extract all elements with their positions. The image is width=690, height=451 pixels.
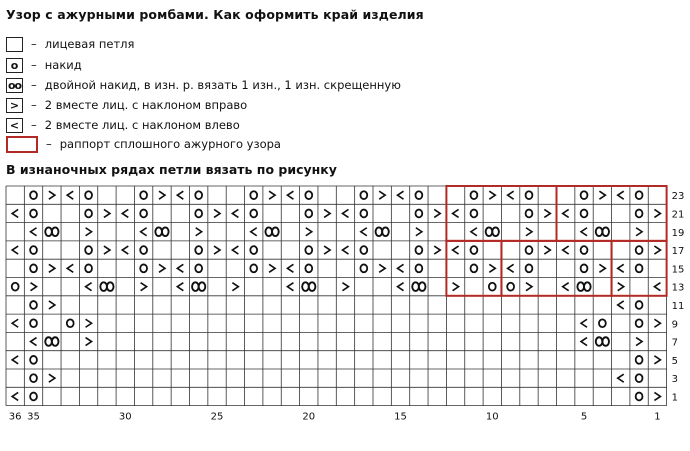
double-yarn-over-symbol <box>52 227 59 236</box>
legend-text: раппорт сплошного ажурного узора <box>59 137 281 151</box>
decrease-right-symbol <box>654 392 660 400</box>
yarn-over-symbol <box>471 264 478 272</box>
legend-text: накид <box>44 58 82 72</box>
decrease-left-symbol <box>177 191 183 199</box>
double-yarn-over-symbol <box>376 227 383 236</box>
yarn-over-symbol <box>526 246 533 254</box>
yarn-over-symbol <box>30 210 37 218</box>
yarn-over-symbol <box>30 319 37 327</box>
decrease-left-symbol <box>581 228 587 236</box>
decrease-right-symbol <box>159 191 165 199</box>
decrease-right-symbol <box>141 283 147 291</box>
decrease-left-symbol <box>342 209 348 217</box>
decrease-left-symbol <box>563 283 569 291</box>
legend-dash: – <box>31 118 37 132</box>
double-yarn-over-symbol <box>52 337 59 346</box>
yarn-over-symbol <box>636 246 643 254</box>
yarn-over-symbol <box>636 393 643 401</box>
legend-text: двойной накид, в изн. р. вязать 1 изн., 1 изн. скрещенную <box>44 78 401 92</box>
yarn-over-symbol <box>415 264 422 272</box>
decrease-right-icon: > <box>6 98 23 113</box>
decrease-right-symbol <box>214 209 220 217</box>
decrease-left-symbol <box>12 319 18 327</box>
yarn-over-symbol <box>85 210 92 218</box>
legend-dash: – <box>46 137 52 151</box>
yarn-over-symbol <box>471 210 478 218</box>
column-label: 5 <box>580 411 588 423</box>
yarn-over-symbol <box>636 356 643 364</box>
double-yarn-over-symbol <box>602 337 609 346</box>
decrease-right-symbol <box>618 283 624 291</box>
decrease-left-symbol <box>122 209 128 217</box>
yarn-over-symbol <box>526 210 533 218</box>
decrease-right-symbol <box>636 228 642 236</box>
decrease-left-symbol <box>581 338 587 346</box>
yarn-over-icon: o <box>6 58 23 73</box>
decrease-left-symbol <box>177 264 183 272</box>
decrease-right-symbol <box>214 246 220 254</box>
double-yarn-over-symbol <box>45 227 52 236</box>
decrease-left-symbol <box>453 246 459 254</box>
yarn-over-symbol <box>599 319 606 327</box>
decrease-left-symbol <box>177 283 183 291</box>
row-label: 7 <box>671 337 678 349</box>
yarn-over-symbol <box>30 374 37 382</box>
decrease-left-symbol <box>618 374 624 382</box>
yarn-over-symbol <box>360 210 367 218</box>
decrease-left-symbol <box>31 338 37 346</box>
decrease-right-symbol <box>599 264 605 272</box>
yarn-over-symbol <box>415 246 422 254</box>
double-yarn-over-symbol <box>192 282 199 291</box>
decrease-right-symbol <box>104 209 110 217</box>
yarn-over-symbol <box>489 283 496 291</box>
decrease-right-symbol <box>49 191 55 199</box>
yarn-over-symbol <box>67 319 74 327</box>
double-yarn-over-symbol <box>382 227 389 236</box>
double-yarn-over-symbol <box>419 282 426 291</box>
double-yarn-over-symbol <box>596 337 603 346</box>
decrease-left-icon: < <box>6 118 23 133</box>
decrease-left-symbol <box>618 301 624 309</box>
decrease-right-symbol <box>49 264 55 272</box>
column-label: 15 <box>394 411 407 423</box>
yarn-over-symbol <box>636 374 643 382</box>
decrease-right-symbol <box>104 246 110 254</box>
decrease-left-symbol <box>86 283 92 291</box>
decrease-right-symbol <box>526 228 532 236</box>
yarn-over-symbol <box>195 191 202 199</box>
row-label: 19 <box>671 227 685 239</box>
yarn-over-symbol <box>305 246 312 254</box>
double-yarn-over-symbol <box>162 227 169 236</box>
legend-dash: – <box>31 78 37 92</box>
decrease-left-symbol <box>232 246 238 254</box>
row-label: 21 <box>671 209 685 221</box>
legend-text: 2 вместе лиц. с наклоном влево <box>44 118 240 132</box>
decrease-right-symbol <box>196 228 202 236</box>
decrease-right-symbol <box>636 338 642 346</box>
yarn-over-symbol <box>305 264 312 272</box>
yarn-over-symbol <box>250 210 257 218</box>
double-yarn-over-symbol <box>492 227 499 236</box>
decrease-right-symbol <box>453 283 459 291</box>
decrease-left-symbol <box>398 191 404 199</box>
yarn-over-symbol <box>581 264 588 272</box>
yarn-over-symbol <box>85 246 92 254</box>
decrease-right-symbol <box>159 264 165 272</box>
yarn-over-symbol <box>360 264 367 272</box>
yarn-over-symbol <box>30 393 37 401</box>
row-label: 3 <box>671 374 678 386</box>
decrease-left-symbol <box>12 209 18 217</box>
yarn-over-symbol <box>30 246 37 254</box>
yarn-over-symbol <box>471 191 478 199</box>
yarn-over-symbol <box>85 264 92 272</box>
column-label: 36 <box>8 411 22 423</box>
decrease-left-symbol <box>581 319 587 327</box>
yarn-over-symbol <box>140 264 147 272</box>
yarn-over-symbol <box>636 210 643 218</box>
yarn-over-symbol <box>30 301 37 309</box>
decrease-right-symbol <box>232 283 238 291</box>
yarn-over-symbol <box>305 210 312 218</box>
decrease-right-symbol <box>544 209 550 217</box>
column-label: 1 <box>654 411 661 423</box>
yarn-over-symbol <box>415 191 422 199</box>
yarn-over-symbol <box>250 246 257 254</box>
decrease-right-symbol <box>489 191 495 199</box>
yarn-over-symbol <box>85 191 92 199</box>
yarn-over-symbol <box>526 264 533 272</box>
decrease-right-symbol <box>379 264 385 272</box>
yarn-over-symbol <box>360 246 367 254</box>
decrease-right-symbol <box>324 246 330 254</box>
decrease-right-symbol <box>544 246 550 254</box>
row-label: 13 <box>671 282 685 294</box>
yarn-over-symbol <box>360 191 367 199</box>
decrease-left-symbol <box>122 246 128 254</box>
column-label: 25 <box>210 411 224 423</box>
decrease-left-symbol <box>12 246 18 254</box>
decrease-right-symbol <box>434 246 440 254</box>
yarn-over-symbol <box>30 264 37 272</box>
column-label: 20 <box>302 411 316 423</box>
yarn-over-symbol <box>581 246 588 254</box>
row-label: 5 <box>671 355 678 367</box>
legend-dash: – <box>31 98 37 112</box>
decrease-right-symbol <box>434 209 440 217</box>
yarn-over-symbol <box>250 264 257 272</box>
page-title: Узор с ажурными ромбами. Как оформить край изделия <box>6 7 424 22</box>
decrease-left-symbol <box>563 209 569 217</box>
decrease-left-symbol <box>342 246 348 254</box>
double-yarn-over-symbol <box>596 227 603 236</box>
yarn-over-symbol <box>526 191 533 199</box>
decrease-left-symbol <box>471 228 477 236</box>
double-yarn-over-symbol <box>412 282 419 291</box>
legend-text: лицевая петля <box>44 37 135 51</box>
yarn-over-symbol <box>581 191 588 199</box>
decrease-left-symbol <box>287 191 293 199</box>
decrease-right-symbol <box>599 191 605 199</box>
decrease-right-symbol <box>324 209 330 217</box>
decrease-left-symbol <box>398 283 404 291</box>
decrease-left-symbol <box>654 283 660 291</box>
double-yarn-over-symbol <box>155 227 162 236</box>
yarn-over-symbol <box>250 191 257 199</box>
double-yarn-over-symbol <box>272 227 279 236</box>
yarn-over-symbol <box>195 246 202 254</box>
double-yarn-over-symbol <box>302 282 309 291</box>
yarn-over-symbol <box>507 283 514 291</box>
decrease-left-symbol <box>508 191 514 199</box>
yarn-over-symbol <box>636 264 643 272</box>
yarn-over-symbol <box>195 264 202 272</box>
yarn-over-symbol <box>636 301 643 309</box>
decrease-left-symbol <box>618 264 624 272</box>
double-yarn-over-symbol <box>45 337 52 346</box>
yarn-over-symbol <box>12 283 19 291</box>
decrease-right-symbol <box>654 356 660 364</box>
decrease-right-symbol <box>86 338 92 346</box>
column-label: 10 <box>485 411 499 423</box>
decrease-left-symbol <box>67 264 73 272</box>
yarn-over-symbol <box>581 210 588 218</box>
decrease-right-symbol <box>269 264 275 272</box>
chart-subtitle: В изнаночных рядах петли вязать по рисунку <box>6 162 337 177</box>
decrease-left-symbol <box>361 228 367 236</box>
yarn-over-symbol <box>140 210 147 218</box>
yarn-over-symbol <box>30 356 37 364</box>
decrease-right-symbol <box>49 301 55 309</box>
decrease-left-symbol <box>232 209 238 217</box>
decrease-left-symbol <box>251 228 257 236</box>
double-yarn-over-icon: oo <box>7 78 22 92</box>
decrease-right-symbol <box>342 283 348 291</box>
double-yarn-over-symbol <box>107 282 114 291</box>
yarn-over-symbol <box>636 191 643 199</box>
decrease-left-symbol <box>398 264 404 272</box>
yarn-over-symbol <box>415 210 422 218</box>
double-yarn-over-symbol <box>100 282 107 291</box>
row-label: 15 <box>671 264 685 276</box>
decrease-right-symbol <box>416 228 422 236</box>
yarn-over-symbol <box>195 210 202 218</box>
yarn-over-symbol <box>30 191 37 199</box>
decrease-right-symbol <box>49 374 55 382</box>
row-label: 1 <box>671 392 678 404</box>
decrease-left-symbol <box>508 264 514 272</box>
decrease-right-symbol <box>269 191 275 199</box>
decrease-right-symbol <box>654 209 660 217</box>
double-yarn-over-symbol <box>265 227 272 236</box>
decrease-left-symbol <box>287 283 293 291</box>
decrease-left-symbol <box>12 392 18 400</box>
decrease-left-symbol <box>31 228 37 236</box>
yarn-over-symbol <box>140 191 147 199</box>
yarn-over-symbol <box>140 246 147 254</box>
decrease-left-symbol <box>563 246 569 254</box>
decrease-right-symbol <box>86 319 92 327</box>
row-label: 23 <box>671 191 685 203</box>
row-label: 11 <box>671 300 685 312</box>
double-yarn-over-symbol <box>309 282 316 291</box>
decrease-right-symbol <box>489 264 495 272</box>
double-yarn-over-symbol <box>602 227 609 236</box>
decrease-left-symbol <box>67 191 73 199</box>
yarn-over-symbol <box>471 246 478 254</box>
decrease-right-symbol <box>86 228 92 236</box>
yarn-over-symbol <box>636 319 643 327</box>
legend-dash: – <box>31 37 37 51</box>
double-yarn-over-symbol <box>577 282 584 291</box>
yarn-over-symbol <box>305 191 312 199</box>
decrease-right-symbol <box>31 283 37 291</box>
decrease-left-symbol <box>618 191 624 199</box>
decrease-left-symbol <box>287 264 293 272</box>
decrease-right-symbol <box>654 319 660 327</box>
decrease-right-symbol <box>526 283 532 291</box>
row-label: 9 <box>671 319 678 331</box>
decrease-right-symbol <box>379 191 385 199</box>
decrease-left-symbol <box>453 209 459 217</box>
column-label: 30 <box>118 411 132 423</box>
legend-dash: – <box>31 58 37 72</box>
decrease-right-symbol <box>654 246 660 254</box>
double-yarn-over-symbol <box>199 282 206 291</box>
double-yarn-over-symbol <box>584 282 591 291</box>
column-label: 35 <box>27 411 40 423</box>
decrease-left-symbol <box>141 228 147 236</box>
legend-text: 2 вместе лиц. с наклоном вправо <box>44 98 248 112</box>
decrease-left-symbol <box>12 356 18 364</box>
row-label: 17 <box>671 246 685 258</box>
double-yarn-over-symbol <box>486 227 493 236</box>
decrease-right-symbol <box>306 228 312 236</box>
